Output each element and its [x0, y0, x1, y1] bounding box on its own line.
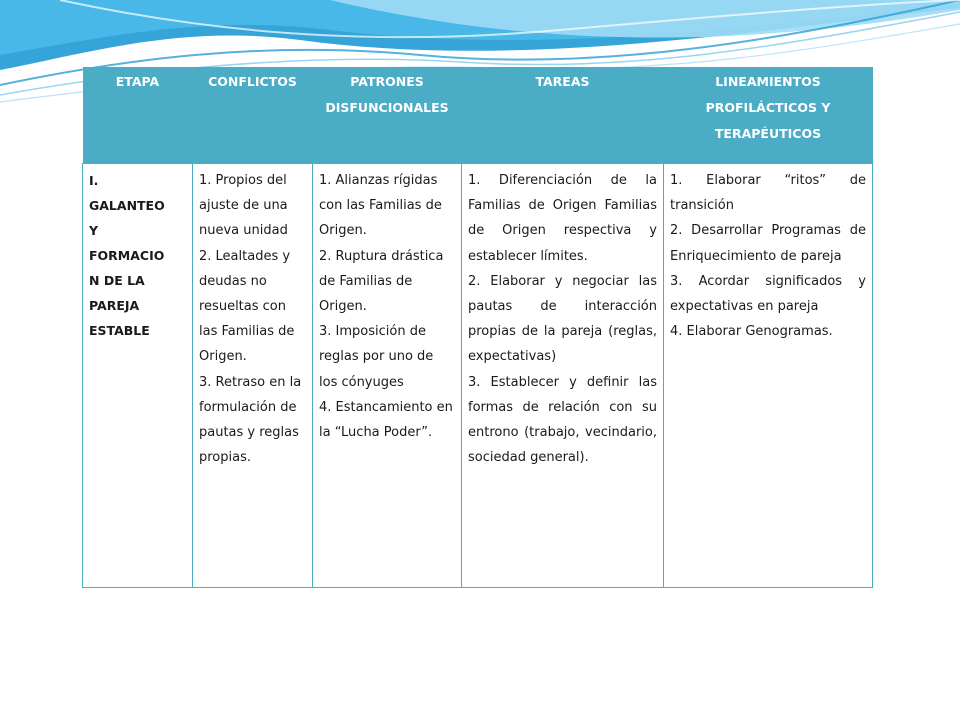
header-conflictos: CONFLICTOS — [193, 67, 313, 164]
cell-etapa: I. GALANTEO Y FORMACIO N DE LA PAREJA ESTABLE — [83, 164, 193, 588]
header-etapa: ETAPA — [83, 67, 193, 164]
stages-table — [82, 67, 873, 588]
header-tareas: TAREAS — [462, 67, 664, 164]
cell-lineamientos: 1. Elaborar “ritos” de transición 2. Desarrollar Programas de Enriquecimiento de pareja 3. Acordar significados y expectativas en pareja 4. Elaborar Genogramas. — [664, 164, 873, 588]
table-header-row — [83, 67, 873, 164]
table-row — [83, 164, 873, 588]
cell-tareas: 1. Diferenciación de la Familias de Origen Familias de Origen respectiva y establecer límites. 2. Elaborar y negociar las pautas de interacción propias de la pareja (reglas, expectativas) 3. Establecer y definir las formas de relación con su entrono (trabajo, vecindario, sociedad general). — [462, 164, 664, 588]
cell-conflictos: 1. Propios del ajuste de una nueva unidad 2. Lealtades y deudas no resueltas con las Familias de Origen. 3. Retraso en la formulación de pautas y reglas propias. — [193, 164, 313, 588]
cell-patrones: 1. Alianzas rígidas con las Familias de Origen. 2. Ruptura drástica de Familias de Origen. 3. Imposición de reglas por uno de los cónyuges 4. Estancamiento en la “Lucha Poder”. — [313, 164, 462, 588]
header-lineamientos: LINEAMIENTOS PROFILÁCTICOS Y TERAPÉUTICOS — [664, 67, 873, 164]
header-patrones: PATRONES DISFUNCIONALES — [313, 67, 462, 164]
